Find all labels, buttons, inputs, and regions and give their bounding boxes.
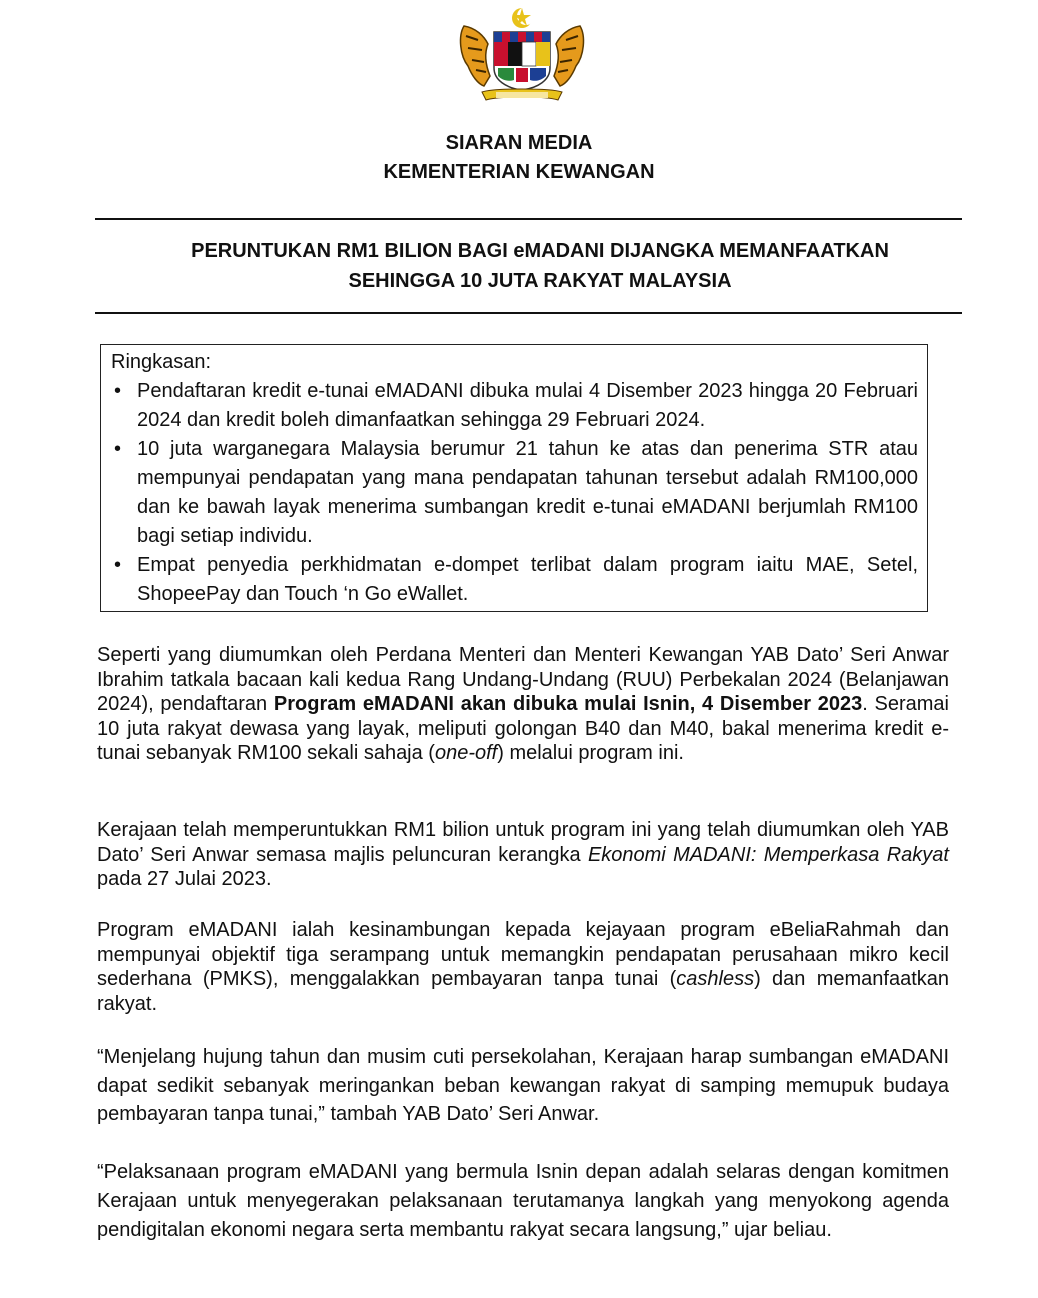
divider — [95, 312, 962, 314]
summary-bullet-text: Empat penyedia perkhidmatan e-dompet terlibat dalam program iaitu MAE, Setel, ShopeePay dan Touch ‘n Go eWallet. — [137, 554, 918, 605]
summary-list — [111, 377, 918, 609]
body-paragraph-1 — [97, 643, 949, 766]
summary-bullet — [111, 551, 918, 609]
body-paragraph-2 — [97, 818, 949, 892]
paragraph-text: . Seramai 10 juta rakyat dewasa yang layak, meliputi golongan B40 dan M40, bakal menerima kredit e-tunai sebanyak RM100 sekali sahaja ( — [97, 693, 949, 765]
paragraph-italic-text: one-off — [434, 742, 498, 765]
bullet-icon: • — [114, 438, 122, 460]
paragraph-text: ) dan memanfaatkan rakyat. — [97, 968, 950, 1015]
media-release-label: SIARAN MEDIA — [445, 132, 593, 154]
headline-line-1: PERUNTUKAN RM1 BILION BAGI eMADANI DIJANGKA MEMANFAATKAN — [191, 240, 889, 262]
body-paragraph-3 — [97, 918, 949, 1016]
paragraph-italic-text: cashless — [676, 968, 755, 991]
malaysia-coat-of-arms — [454, 6, 590, 106]
paragraph-text: Program eMADANI ialah kesinambungan kepada kejayaan program eBeliaRahmah dan mempunyai objektif tiga serampang untuk memangkin pendapatan perusahaan mikro kecil sederhana (PMKS), menggalakkan pembayaran tanpa tunai ( — [97, 919, 949, 991]
bullet-icon: • — [114, 554, 122, 576]
body-paragraph-4: “Menjelang hujung tahun dan musim cuti persekolahan, Kerajaan harap sumbangan eMADANI dapat sedikit sebanyak meringankan beban kewangan rakyat di samping memupuk budaya pembayaran tanpa tunai,” tambah YAB Dato’ Seri Anwar. — [97, 1046, 949, 1125]
summary-label: Ringkasan: — [111, 351, 212, 373]
headline-line-2: SEHINGGA 10 JUTA RAKYAT MALAYSIA — [348, 270, 732, 292]
bullet-icon: • — [114, 380, 122, 402]
paragraph-text: Kerajaan telah memperuntukkan RM1 bilion untuk program ini yang telah diumumkan oleh YAB Dato’ Seri Anwar semasa majlis peluncuran kerangka — [97, 819, 949, 866]
summary-bullet — [111, 435, 918, 551]
divider — [95, 218, 962, 220]
summary-bullet — [111, 377, 918, 435]
coat-of-arms-icon — [454, 6, 590, 106]
paragraph-italic-text: Ekonomi MADANI: Memperkasa Rakyat — [587, 843, 949, 866]
summary-bullet-text: 10 juta warganegara Malaysia berumur 21 tahun ke atas dan penerima STR atau mempunyai pendapatan yang mana pendapatan tahunan tersebut adalah RM100,000 dan ke bawah layak menerima sumbangan kredit e-tunai eMADANI berjumlah RM100 bagi setiap individu. — [137, 438, 918, 547]
paragraph-text: Seperti yang diumumkan oleh Perdana Menteri dan Menteri Kewangan YAB Dato’ Seri Anwar Ibrahim tatkala bacaan kali kedua Rang Undang-Undang (RUU) Perbekalan 2024 (Belanjawan 2024), pendaftaran — [97, 644, 949, 716]
paragraph-bold-text: Program eMADANI akan dibuka mulai Isnin, 4 Disember 2023 — [273, 693, 863, 716]
body-paragraph-5: “Pelaksanaan program eMADANI yang bermula Isnin depan adalah selaras dengan komitmen Kerajaan untuk menyegerakan pelaksanaan terutamanya langkah yang menyokong agenda pendigitalan ekonomi negara serta membantu rakyat secara langsung,” ujar beliau. — [97, 1161, 949, 1241]
summary-box — [100, 344, 928, 612]
ministry-name: KEMENTERIAN KEWANGAN — [383, 161, 655, 183]
paragraph-text: ) melalui program ini. — [497, 742, 684, 765]
paragraph-text: pada 27 Julai 2023. — [97, 868, 272, 891]
summary-bullet-text: Pendaftaran kredit e-tunai eMADANI dibuka mulai 4 Disember 2023 hingga 20 Februari 2024 dan kredit boleh dimanfaatkan sehingga 29 Februari 2024. — [137, 380, 918, 431]
